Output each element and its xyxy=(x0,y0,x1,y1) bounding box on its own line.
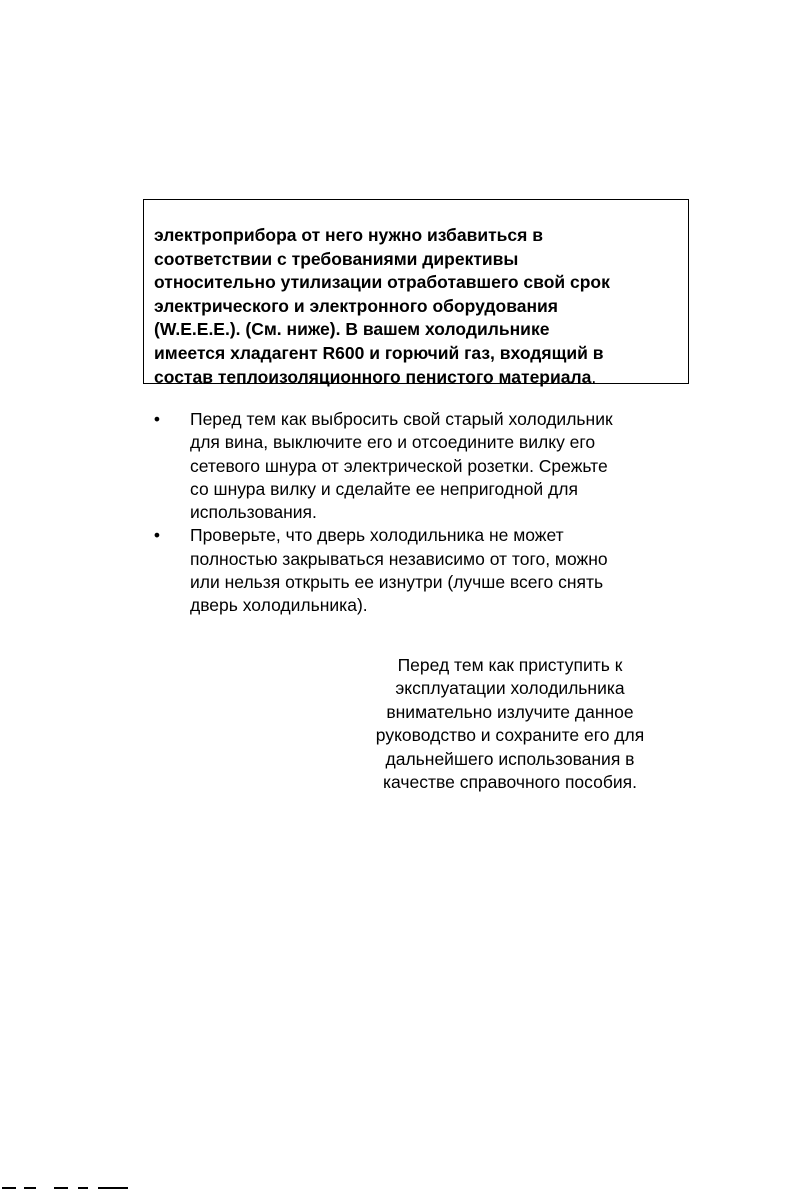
edge-mark xyxy=(98,1187,128,1189)
edge-mark xyxy=(24,1187,36,1189)
note-line: Перед тем как приступить к xyxy=(397,655,623,675)
bullet-marker: • xyxy=(153,409,161,429)
manual-note xyxy=(330,654,690,794)
list-item-line: дверь холодильника). xyxy=(190,595,368,616)
warning-period: . xyxy=(591,366,597,387)
note-line: дальнейшего использования в xyxy=(385,748,635,769)
warning-line: соответствии с требованиями директивы xyxy=(154,248,519,269)
warning-box xyxy=(143,199,689,387)
list-item-line: со шнура вилку и сделайте ее непригодной для xyxy=(190,478,578,499)
list-item-line: сетевого шнура от электрической розетки. Срежьте xyxy=(190,455,608,476)
list-item-line: или нельзя открыть ее изнутри (лучше всего снять xyxy=(190,572,604,593)
list-item-line: использования. xyxy=(190,502,317,523)
warning-line: электрического и электронного оборудования xyxy=(154,295,559,316)
warning-line: электроприбора от него нужно избавиться в xyxy=(154,225,543,245)
note-line: эксплуатации холодильника xyxy=(395,678,625,699)
list-item-line: полностью закрываться независимо от того, можно xyxy=(190,548,608,569)
list-item xyxy=(152,524,692,617)
edge-mark xyxy=(54,1187,68,1189)
list-item-line: для вина, выключите его и отсоедините вилку его xyxy=(190,432,596,453)
edge-mark xyxy=(2,1187,16,1189)
warning-line-last xyxy=(154,366,688,390)
warning-line: имеется хладагент R600 и горючий газ, входящий в xyxy=(154,342,604,363)
note-line: руководство и сохраните его для xyxy=(375,725,645,746)
page-bottom-edge-marks xyxy=(0,1184,140,1191)
note-line: внимательно излучите данное xyxy=(386,701,634,722)
list-item-line: Проверьте, что дверь холодильника не может xyxy=(190,525,564,546)
warning-line-text: состав теплоизоляционного пенистого материала xyxy=(154,366,592,387)
list-item-line: Перед тем как выбросить свой старый холодильник xyxy=(190,409,613,429)
bullet-marker: • xyxy=(153,525,161,546)
list-item xyxy=(152,408,692,524)
warning-line: относительно утилизации отработавшего свой срок xyxy=(154,272,610,293)
warning-line: (W.E.E.E.). (См. ниже). В вашем холодильнике xyxy=(154,319,550,340)
note-line: качестве справочного пособия. xyxy=(383,772,637,793)
disposal-instructions-list xyxy=(152,408,692,618)
edge-mark xyxy=(78,1187,88,1189)
